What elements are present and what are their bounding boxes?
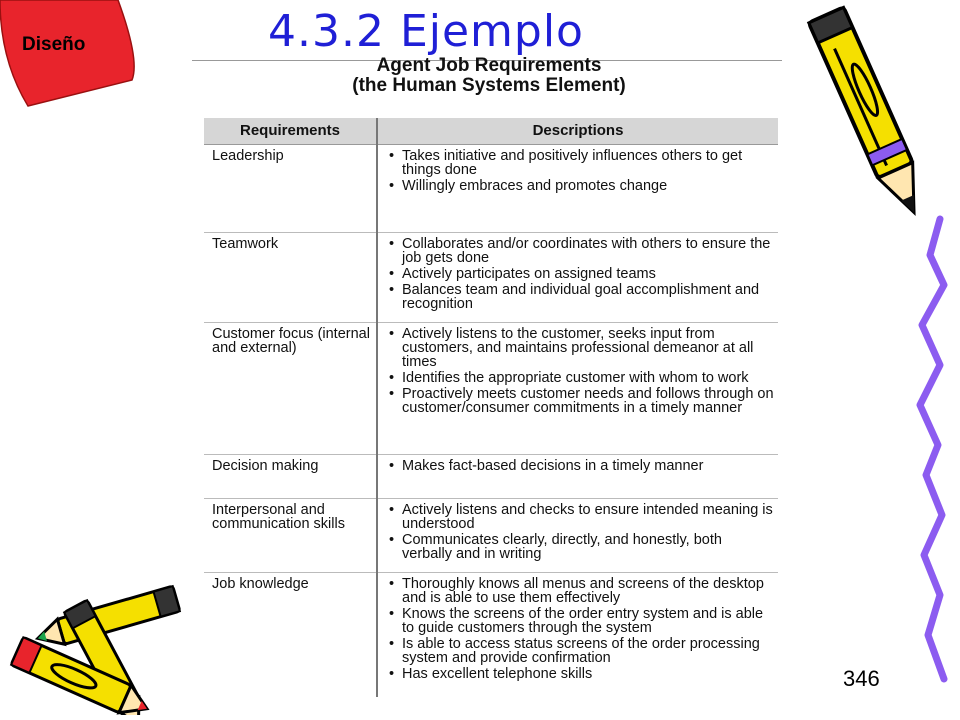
requirement-cell: Job knowledge bbox=[204, 573, 377, 698]
description-item: • Actively participates on assigned teams bbox=[402, 267, 774, 281]
description-cell bbox=[377, 499, 778, 573]
description-item: • Collaborates and/or coordinates with others to ensure the job gets done bbox=[402, 237, 774, 265]
table-row bbox=[204, 145, 778, 233]
table-header-row bbox=[204, 118, 778, 145]
document-title-line1: Agent Job Requirements bbox=[376, 55, 602, 76]
description-item: • Takes initiative and positively influences others to get things done bbox=[402, 149, 774, 177]
description-item: • Makes fact-based decisions in a timely manner bbox=[402, 459, 774, 473]
description-cell bbox=[377, 233, 778, 323]
description-item: • Actively listens to the customer, seeks input from customers, and maintains professional demeanor at all times bbox=[402, 327, 774, 369]
requirement-cell: Teamwork bbox=[204, 233, 377, 323]
header-requirements: Requirements bbox=[204, 118, 377, 145]
description-cell bbox=[377, 145, 778, 233]
document-title-line2: (the Human Systems Element) bbox=[352, 75, 626, 96]
description-item: • Willingly embraces and promotes change bbox=[402, 179, 774, 193]
squiggle-line-decoration bbox=[900, 215, 960, 685]
table-row bbox=[204, 499, 778, 573]
pencils-icon bbox=[0, 580, 200, 715]
requirements-table bbox=[204, 118, 778, 697]
table-row bbox=[204, 323, 778, 455]
slide-title: 4.3.2 Ejemplo bbox=[268, 6, 584, 57]
requirement-cell: Leadership bbox=[204, 145, 377, 233]
description-item: • Communicates clearly, directly, and honestly, both verbally and in writing bbox=[402, 533, 774, 561]
description-cell bbox=[377, 573, 778, 698]
table-row bbox=[204, 233, 778, 323]
pencil-icon bbox=[800, 0, 940, 232]
table-row bbox=[204, 573, 778, 698]
description-item: • Balances team and individual goal accomplishment and recognition bbox=[402, 283, 774, 311]
section-tag-label: Diseño bbox=[22, 34, 86, 55]
requirement-cell: Customer focus (internal and external) bbox=[204, 323, 377, 455]
description-item: • Thoroughly knows all menus and screens of the desktop and is able to use them effectively bbox=[402, 577, 774, 605]
description-item: • Has excellent telephone skills bbox=[402, 667, 774, 681]
description-cell bbox=[377, 455, 778, 499]
page-number: 346 bbox=[843, 666, 880, 691]
description-item: • Knows the screens of the order entry system and is able to guide customers through the system bbox=[402, 607, 774, 635]
description-item: • Is able to access status screens of the order processing system and provide confirmation bbox=[402, 637, 774, 665]
description-item: • Identifies the appropriate customer with whom to work bbox=[402, 371, 774, 385]
description-cell bbox=[377, 323, 778, 455]
table-row bbox=[204, 455, 778, 499]
requirement-cell: Decision making bbox=[204, 455, 377, 499]
description-item: • Proactively meets customer needs and follows through on customer/consumer commitments in a timely manner bbox=[402, 387, 774, 415]
header-descriptions: Descriptions bbox=[377, 118, 778, 145]
document-title bbox=[200, 56, 778, 96]
requirement-cell: Interpersonal and communication skills bbox=[204, 499, 377, 573]
description-item: • Actively listens and checks to ensure intended meaning is understood bbox=[402, 503, 774, 531]
